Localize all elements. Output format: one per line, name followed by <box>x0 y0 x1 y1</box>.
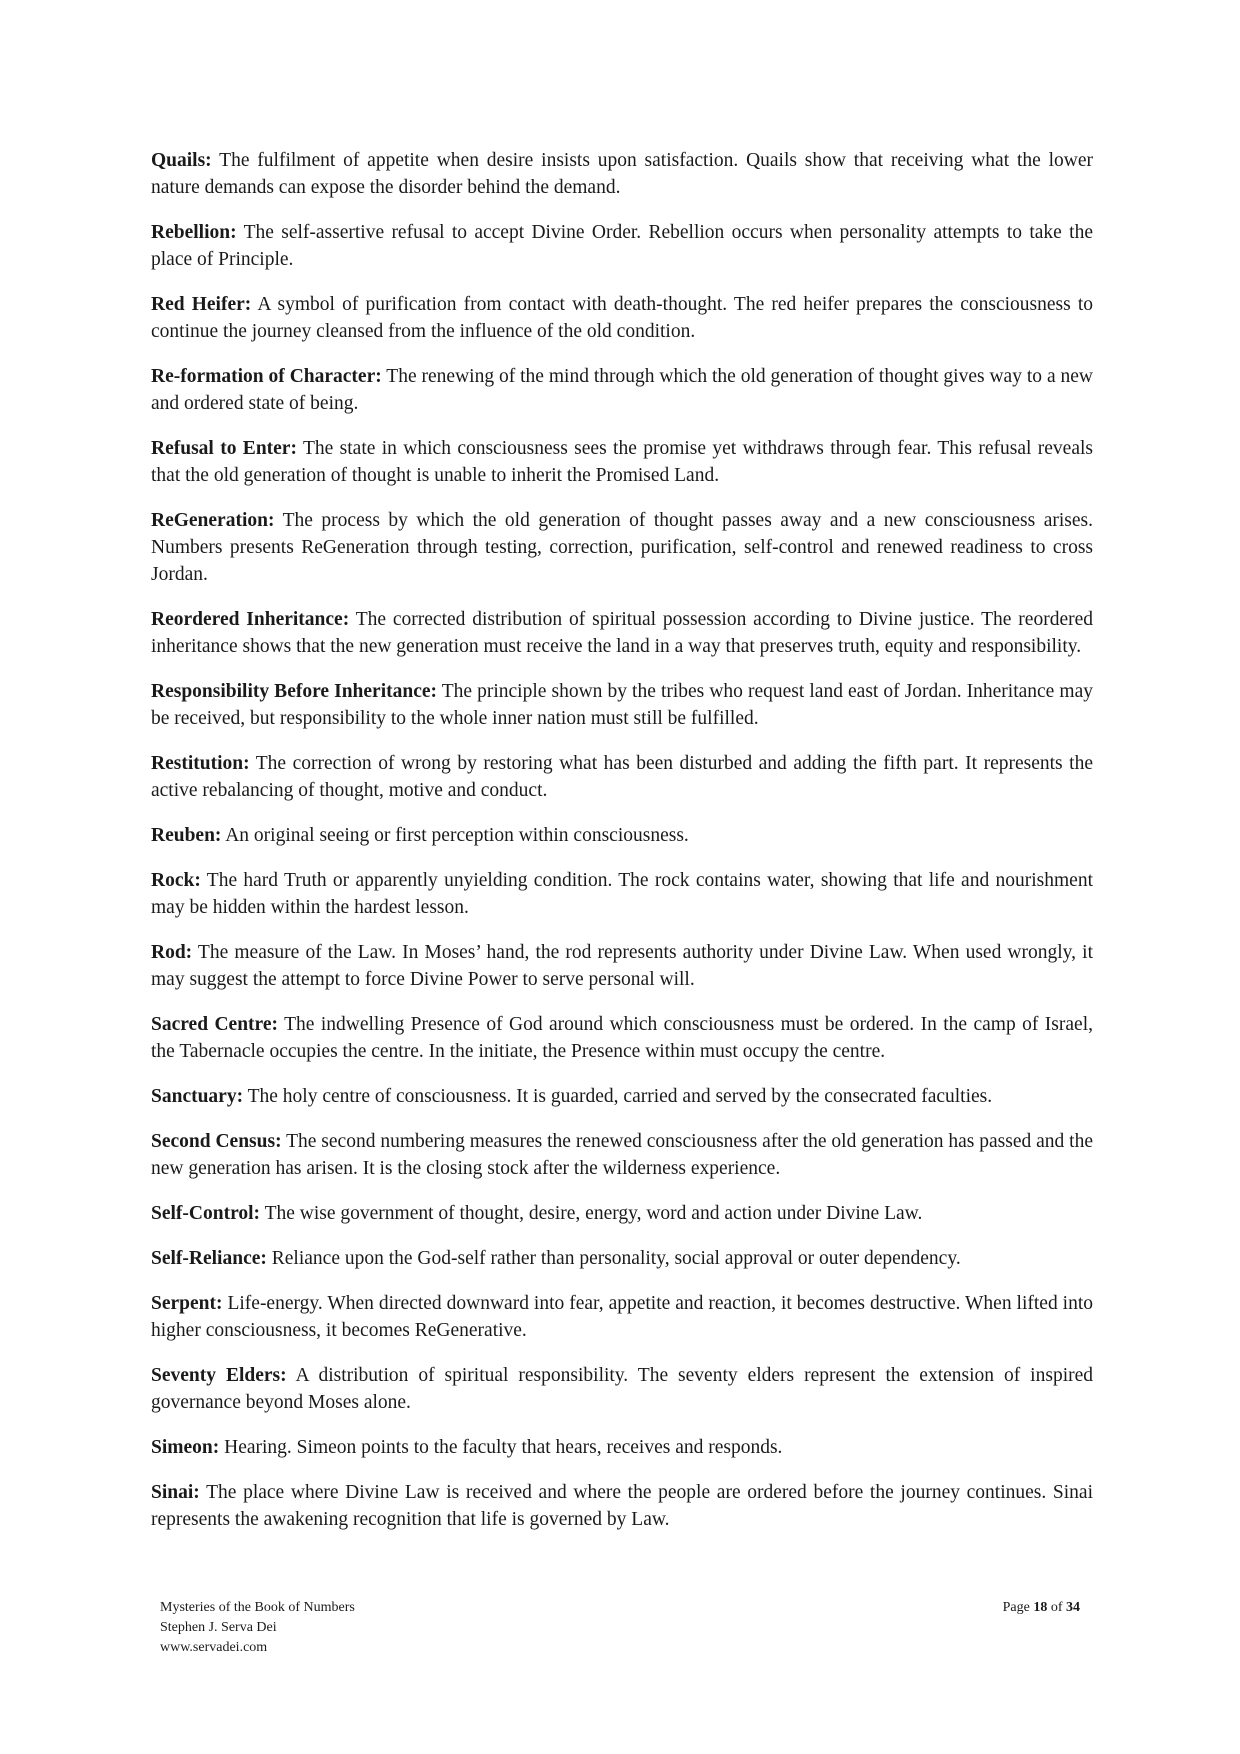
author-name: Stephen J. Serva Dei <box>160 1620 277 1635</box>
glossary-term: Restitution: <box>151 753 250 774</box>
glossary-term: Sanctuary: <box>151 1086 244 1107</box>
glossary-definition: The wise government of thought, desire, energy, word and action under Divine Law. <box>260 1203 923 1224</box>
glossary-entry <box>151 750 1093 804</box>
glossary-term: Reuben: <box>151 825 222 846</box>
glossary-definition: The measure of the Law. In Moses’ hand, the rod represents authority under Divine Law. When used wrongly, it may suggest the attempt to force Divine Power to serve personal will. <box>151 942 1093 990</box>
glossary-definition: Life-energy. When directed downward into fear, appetite and reaction, it becomes destructive. When lifted into higher consciousness, it becomes ReGenerative. <box>151 1293 1093 1341</box>
glossary-entry <box>151 147 1093 201</box>
glossary-entry <box>151 435 1093 489</box>
footer-credits <box>160 1598 355 1658</box>
glossary-entry <box>151 1290 1093 1344</box>
page-of: of <box>1047 1600 1066 1615</box>
glossary-term: Quails: <box>151 150 212 171</box>
glossary-term: Simeon: <box>151 1437 220 1458</box>
glossary-entry <box>151 939 1093 993</box>
glossary-entry <box>151 1200 1093 1227</box>
glossary-term: Self-Reliance: <box>151 1248 267 1269</box>
glossary-definition: The second numbering measures the renewed consciousness after the old generation has passed and the new generation has arisen. It is the closing stock after the wilderness experience. <box>151 1131 1093 1179</box>
glossary-definition: The place where Divine Law is received and where the people are ordered before the journey continues. Sinai represents the awakening recognition that life is governed by Law. <box>151 1482 1093 1530</box>
glossary-entry <box>151 822 1093 849</box>
glossary-entry <box>151 1362 1093 1416</box>
glossary-term: Reordered Inheritance: <box>151 609 350 630</box>
glossary-entry <box>151 363 1093 417</box>
page-prefix: Page <box>1002 1600 1034 1615</box>
glossary-definition: The renewing of the mind through which the old generation of thought gives way to a new and ordered state of being. <box>151 366 1093 414</box>
glossary-definition: An original seeing or first perception within consciousness. <box>221 825 689 846</box>
glossary-definition: The indwelling Presence of God around which consciousness must be ordered. In the camp of Israel, the Tabernacle occupies the centre. In the initiate, the Presence within must occupy the centre. <box>151 1014 1093 1062</box>
glossary-entry <box>151 1434 1093 1461</box>
glossary-term: Refusal to Enter: <box>151 438 297 459</box>
glossary-definition: The self-assertive refusal to accept Divine Order. Rebellion occurs when personality attempts to take the place of Principle. <box>151 222 1093 270</box>
glossary-definition: The hard Truth or apparently unyielding condition. The rock contains water, showing that life and nourishment may be hidden within the hardest lesson. <box>151 870 1093 918</box>
page-number: 18 <box>1033 1600 1048 1615</box>
glossary-entry <box>151 1083 1093 1110</box>
glossary-entry <box>151 1128 1093 1182</box>
website-link: www.servadei.com <box>160 1640 268 1655</box>
glossary-definition: The correction of wrong by restoring what has been disturbed and adding the fifth part. It represents the active rebalancing of thought, motive and conduct. <box>151 753 1093 801</box>
glossary-term: Sacred Centre: <box>151 1014 279 1035</box>
glossary-definition: A distribution of spiritual responsibility. The seventy elders represent the extension of inspired governance beyond Moses alone. <box>151 1365 1094 1413</box>
glossary-term: Rod: <box>151 942 193 963</box>
glossary-term: Serpent: <box>151 1293 223 1314</box>
glossary-definition: The corrected distribution of spiritual possession according to Divine justice. The reordered inheritance shows that the new generation must receive the land in a way that preserves truth, equity and responsibility. <box>151 609 1094 657</box>
glossary-definition: The holy centre of consciousness. It is guarded, carried and served by the consecrated faculties. <box>243 1086 993 1107</box>
glossary-term: Re-formation of Character: <box>151 366 382 387</box>
glossary-definition: Reliance upon the God-self rather than personality, social approval or outer dependency. <box>266 1248 961 1269</box>
glossary-entry <box>151 678 1093 732</box>
glossary-entry <box>151 1479 1093 1533</box>
glossary-entry <box>151 867 1093 921</box>
glossary-definition: Hearing. Simeon points to the faculty that hears, receives and responds. <box>219 1437 783 1458</box>
glossary-entry <box>151 1245 1093 1272</box>
glossary-content <box>151 147 1093 1551</box>
glossary-term: Seventy Elders: <box>151 1365 287 1386</box>
glossary-term: Self-Control: <box>151 1203 261 1224</box>
glossary-definition: The principle shown by the tribes who request land east of Jordan. Inheritance may be received, but responsibility to the whole inner nation must still be fulfilled. <box>151 681 1093 729</box>
glossary-term: Rock: <box>151 870 201 891</box>
glossary-term: Responsibility Before Inheritance: <box>151 681 438 702</box>
glossary-term: Rebellion: <box>151 222 237 243</box>
page-number-label <box>1003 1598 1080 1618</box>
page-total: 34 <box>1066 1600 1080 1615</box>
glossary-term: Red Heifer: <box>151 294 252 315</box>
glossary-entry <box>151 219 1093 273</box>
glossary-entry <box>151 606 1093 660</box>
glossary-term: Second Census: <box>151 1131 282 1152</box>
book-title: Mysteries of the Book of Numbers <box>160 1600 355 1615</box>
glossary-entry <box>151 1011 1093 1065</box>
glossary-definition: The state in which consciousness sees the promise yet withdraws through fear. This refusal reveals that the old generation of thought is unable to inherit the Promised Land. <box>151 438 1093 486</box>
glossary-definition: The fulfilment of appetite when desire insists upon satisfaction. Quails show that receiving what the lower nature demands can expose the disorder behind the demand. <box>151 150 1093 198</box>
glossary-definition: The process by which the old generation of thought passes away and a new consciousness arises. Numbers presents ReGeneration through testing, correction, purification, self-control and renewed readiness to cross Jordan. <box>151 510 1093 585</box>
glossary-term: ReGeneration: <box>151 510 275 531</box>
glossary-entry <box>151 507 1093 588</box>
glossary-entry <box>151 291 1093 345</box>
glossary-definition: A symbol of purification from contact with death-thought. The red heifer prepares the consciousness to continue the journey cleansed from the influence of the old condition. <box>151 294 1094 342</box>
glossary-term: Sinai: <box>151 1482 200 1503</box>
